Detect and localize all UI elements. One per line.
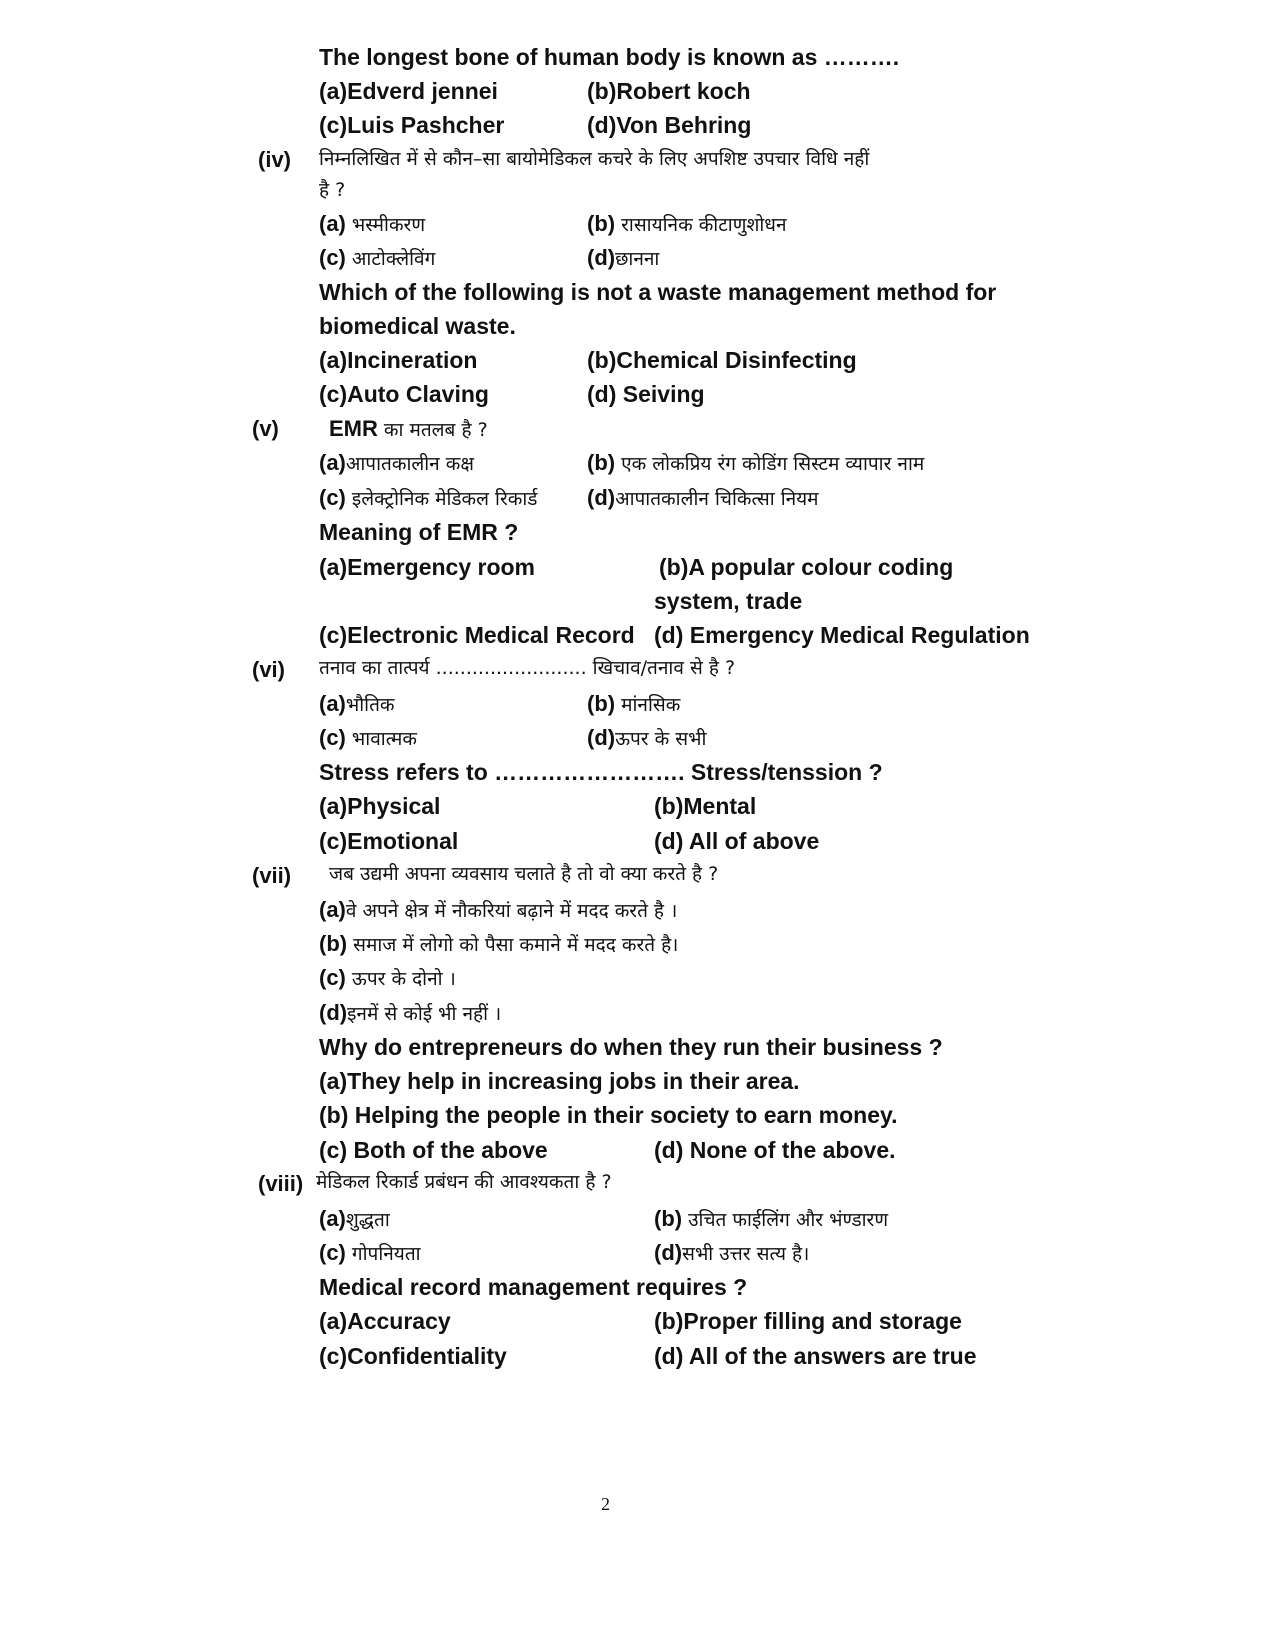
q4-option-a-hi: (a) भस्मीकरण [319,211,426,236]
q8-option-a-hi: (a)शुद्धता [319,1206,390,1231]
q7-question-hi: जब उद्यमी अपना व्यवसाय चलाते है तो वो क्या करते है ? [329,863,719,885]
q7-question-en: Why do entrepreneurs do when they run their business ? [319,1034,943,1060]
q4-option-b-hi: (b) रासायनिक कीटाणुशोधन [587,211,787,236]
q4-question-hi-line1: निम्नलिखित में से कौन–सा बायोमेडिकल कचरे के लिए अपशिष्ट उपचार विधि नहीं [319,148,870,170]
q4-option-d-hi: (d)छानना [587,245,660,270]
q6-option-a-en: (a)Physical [319,793,441,819]
q5-option-a-hi: (a)आपातकालीन कक्ष [319,450,474,475]
q4-option-c-en: (c)Auto Claving [319,381,489,407]
q8-option-c-en: (c)Confidentiality [319,1343,507,1369]
q7-option-a-hi: (a)वे अपने क्षेत्र में नौकरियां बढ़ाने में मदद करते है । [319,897,678,922]
q7-option-d-hi: (d)इनमें से कोई भी नहीं । [319,1000,502,1025]
q7-option-c-en: (c) Both of the above [319,1137,548,1163]
q5-option-d-hi: (d)आपातकालीन चिकित्सा नियम [587,485,819,510]
q5-question-en: Meaning of EMR ? [319,519,519,545]
q5-option-c-en: (c)Electronic Medical Record [319,622,635,648]
q8-question-en: Medical record management requires ? [319,1274,748,1300]
q6-option-d-en: (d) All of above [654,828,820,854]
q6-option-a-hi: (a)भौतिक [319,691,395,716]
q7-option-b-en: (b) Helping the people in their society to earn money. [319,1102,898,1128]
q4-option-c-hi: (c) आटोक्लेविंग [319,245,436,270]
q4-question-en-line1: Which of the following is not a waste management method for [319,279,997,305]
q5-number: (v) [252,416,279,441]
q7-option-c-hi: (c) ऊपर के दोनो । [319,965,456,990]
q8-option-b-hi: (b) उचित फाईलिंग और भंण्डारण [654,1206,889,1231]
q5-option-b-en-line2: system, trade [654,588,803,614]
q5-option-b-hi: (b) एक लोकप्रिय रंग कोडिंग सिस्टम व्यापार नाम [587,450,925,475]
q5-question-hi: EMR का मतलब है ? [329,416,488,441]
q5-option-c-hi: (c) इलेक्ट्रोनिक मेडिकल रिकार्ड [319,485,538,510]
q6-question-en: Stress refers to ……………………. Stress/tenssion ? [319,759,883,785]
q6-option-b-hi: (b) मांनसिक [587,691,681,716]
q8-option-a-en: (a)Accuracy [319,1308,451,1334]
q8-option-b-en: (b)Proper filling and storage [654,1308,962,1334]
q7-option-d-en: (d) None of the above. [654,1137,896,1163]
q6-option-c-hi: (c) भावात्मक [319,725,417,750]
q8-number: (viii) [258,1171,304,1196]
q8-option-c-hi: (c) गोपनियता [319,1240,421,1265]
page-number: 2 [601,1494,610,1514]
q6-option-d-hi: (d)ऊपर के सभी [587,725,707,750]
q4-question-en-line2: biomedical waste. [319,313,516,339]
q5-option-d-en: (d) Emergency Medical Regulation [654,622,1030,648]
q6-question-hi: तनाव का तात्पर्य ......................... खिचाव/तनाव से है ? [319,657,736,679]
q8-option-d-en: (d) All of the answers are true [654,1343,977,1369]
q8-question-hi: मेडिकल रिकार्ड प्रबंधन की आवश्यकता है ? [316,1171,612,1193]
q6-option-c-en: (c)Emotional [319,828,459,854]
q4-number: (iv) [258,147,291,172]
q6-option-b-en: (b)Mental [654,793,757,819]
q4-option-b-en: (b)Chemical Disinfecting [587,347,857,373]
q3-option-c-en: (c)Luis Pashcher [319,112,505,138]
q4-option-d-en: (d) Seiving [587,381,705,407]
q5-option-a-en: (a)Emergency room [319,554,536,580]
q3-option-a-en: (a)Edverd jennei [319,78,498,104]
q3-option-d-en: (d)Von Behring [587,112,752,138]
q3-question-en: The longest bone of human body is known as ………. [319,44,900,70]
q6-number: (vi) [252,657,285,682]
q7-option-a-en: (a)They help in increasing jobs in their area. [319,1068,800,1094]
q5-option-b-en-line1: (b)A popular colour coding [659,554,954,580]
q7-option-b-hi: (b) समाज में लोगो को पैसा कमाने में मदद करते है। [319,931,679,956]
q4-question-hi-line2: है ? [319,179,346,201]
q7-number: (vii) [252,863,292,888]
q3-option-b-en: (b)Robert koch [587,78,751,104]
q8-option-d-hi: (d)सभी उत्तर सत्य है। [654,1240,810,1265]
q4-option-a-en: (a)Incineration [319,347,478,373]
